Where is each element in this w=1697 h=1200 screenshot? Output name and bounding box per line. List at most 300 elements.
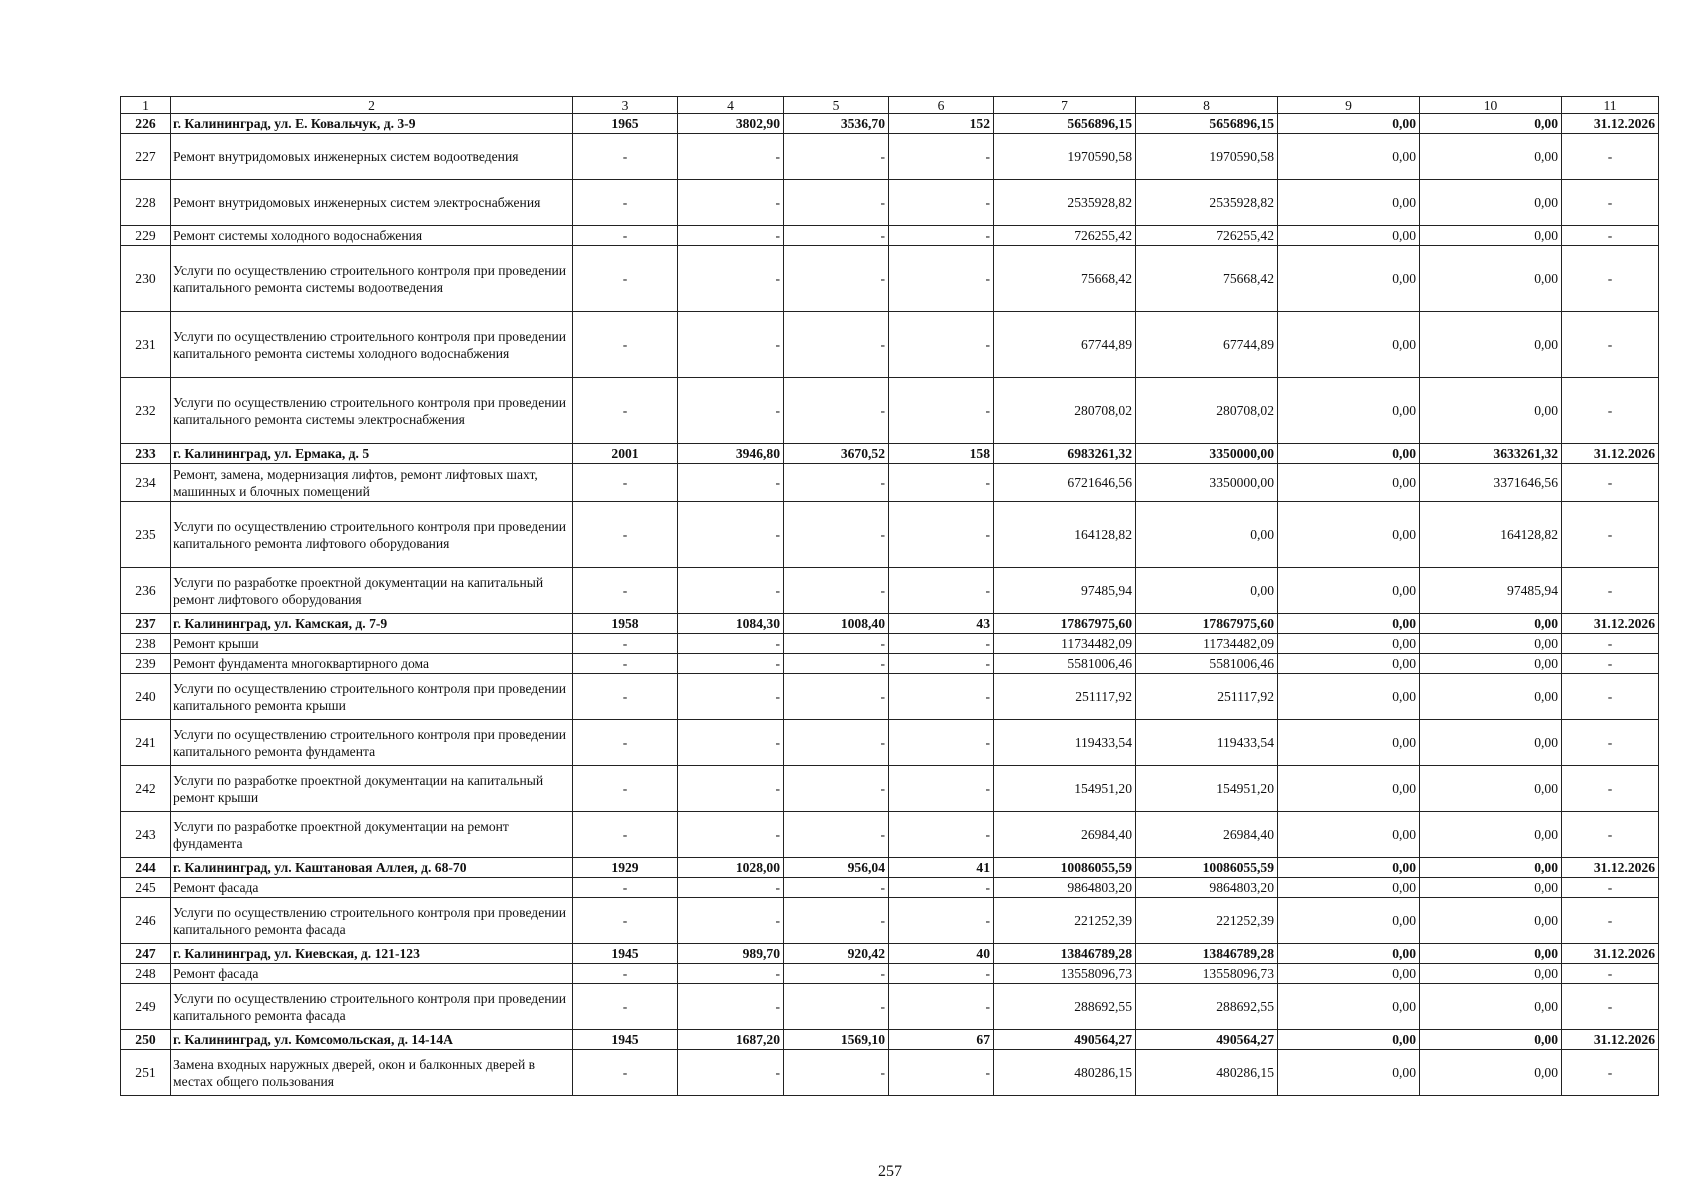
total-cost-cell: 13846789,28 <box>994 944 1136 964</box>
owners-cost-cell: 3371646,56 <box>1420 464 1562 502</box>
total-area-cell: - <box>678 898 784 944</box>
year-cell: - <box>573 502 678 568</box>
column-number-cell: 2 <box>171 97 573 114</box>
total-area-cell: - <box>678 1050 784 1096</box>
column-number-cell: 4 <box>678 97 784 114</box>
year-cell: 1965 <box>573 114 678 134</box>
row-number-cell: 243 <box>121 812 171 858</box>
work-name-cell: Услуги по осуществлению строительного контроля при проведении капитального ремонта крыши <box>171 674 573 720</box>
living-area-cell: 3670,52 <box>784 444 889 464</box>
work-name-cell: Замена входных наружных дверей, окон и балконных дверей в местах общего пользования <box>171 1050 573 1096</box>
row-number-cell: 240 <box>121 674 171 720</box>
completion-date-cell: - <box>1562 812 1659 858</box>
total-cost-cell: 17867975,60 <box>994 614 1136 634</box>
work-row <box>121 984 1659 1030</box>
budget-cost-cell: 0,00 <box>1278 634 1420 654</box>
row-number-cell: 228 <box>121 180 171 226</box>
total-area-cell: - <box>678 502 784 568</box>
owners-cost-cell: 0,00 <box>1420 858 1562 878</box>
owners-cost-cell: 0,00 <box>1420 180 1562 226</box>
fund-cost-cell: 3350000,00 <box>1136 464 1278 502</box>
fund-cost-cell: 13558096,73 <box>1136 964 1278 984</box>
fund-cost-cell: 119433,54 <box>1136 720 1278 766</box>
page-number: 257 <box>878 1163 902 1180</box>
work-row <box>121 654 1659 674</box>
column-number-cell: 6 <box>889 97 994 114</box>
work-name-cell: г. Калининград, ул. Комсомольская, д. 14-14А <box>171 1030 573 1050</box>
living-area-cell: 1569,10 <box>784 1030 889 1050</box>
work-row <box>121 674 1659 720</box>
total-area-cell: 1687,20 <box>678 1030 784 1050</box>
work-name-cell: Услуги по осуществлению строительного контроля при проведении капитального ремонта фасада <box>171 898 573 944</box>
owners-cost-cell: 0,00 <box>1420 766 1562 812</box>
building-row <box>121 444 1659 464</box>
residents-cell: 43 <box>889 614 994 634</box>
completion-date-cell: 31.12.2026 <box>1562 1030 1659 1050</box>
work-name-cell: Ремонт фасада <box>171 878 573 898</box>
row-number-cell: 226 <box>121 114 171 134</box>
total-cost-cell: 13558096,73 <box>994 964 1136 984</box>
year-cell: - <box>573 720 678 766</box>
year-cell: - <box>573 878 678 898</box>
total-cost-cell: 280708,02 <box>994 378 1136 444</box>
residents-cell: - <box>889 464 994 502</box>
budget-cost-cell: 0,00 <box>1278 246 1420 312</box>
fund-cost-cell: 1970590,58 <box>1136 134 1278 180</box>
living-area-cell: - <box>784 180 889 226</box>
budget-cost-cell: 0,00 <box>1278 134 1420 180</box>
year-cell: - <box>573 568 678 614</box>
budget-cost-cell: 0,00 <box>1278 614 1420 634</box>
column-number-cell: 1 <box>121 97 171 114</box>
row-number-cell: 248 <box>121 964 171 984</box>
residents-cell: - <box>889 180 994 226</box>
work-name-cell: г. Калининград, ул. Е. Ковальчук, д. 3-9 <box>171 114 573 134</box>
completion-date-cell: - <box>1562 964 1659 984</box>
total-area-cell: 3946,80 <box>678 444 784 464</box>
year-cell: - <box>573 634 678 654</box>
completion-date-cell: - <box>1562 378 1659 444</box>
row-number-cell: 234 <box>121 464 171 502</box>
work-row <box>121 766 1659 812</box>
completion-date-cell: - <box>1562 878 1659 898</box>
building-row <box>121 614 1659 634</box>
total-area-cell: - <box>678 568 784 614</box>
row-number-cell: 247 <box>121 944 171 964</box>
year-cell: - <box>573 226 678 246</box>
total-area-cell: - <box>678 654 784 674</box>
row-number-cell: 242 <box>121 766 171 812</box>
owners-cost-cell: 0,00 <box>1420 134 1562 180</box>
completion-date-cell: - <box>1562 180 1659 226</box>
residents-cell: - <box>889 1050 994 1096</box>
budget-cost-cell: 0,00 <box>1278 878 1420 898</box>
living-area-cell: - <box>784 812 889 858</box>
row-number-cell: 238 <box>121 634 171 654</box>
work-row <box>121 634 1659 654</box>
living-area-cell: - <box>784 878 889 898</box>
budget-cost-cell: 0,00 <box>1278 898 1420 944</box>
column-number-cell: 3 <box>573 97 678 114</box>
row-number-cell: 235 <box>121 502 171 568</box>
work-row <box>121 226 1659 246</box>
total-cost-cell: 164128,82 <box>994 502 1136 568</box>
completion-date-cell: - <box>1562 766 1659 812</box>
budget-cost-cell: 0,00 <box>1278 378 1420 444</box>
work-row <box>121 134 1659 180</box>
fund-cost-cell: 2535928,82 <box>1136 180 1278 226</box>
completion-date-cell: 31.12.2026 <box>1562 114 1659 134</box>
owners-cost-cell: 0,00 <box>1420 964 1562 984</box>
residents-cell: 41 <box>889 858 994 878</box>
year-cell: - <box>573 964 678 984</box>
owners-cost-cell: 0,00 <box>1420 984 1562 1030</box>
year-cell: - <box>573 984 678 1030</box>
total-cost-cell: 726255,42 <box>994 226 1136 246</box>
work-name-cell: Услуги по разработке проектной документации на капитальный ремонт крыши <box>171 766 573 812</box>
completion-date-cell: - <box>1562 568 1659 614</box>
living-area-cell: - <box>784 654 889 674</box>
completion-date-cell: - <box>1562 246 1659 312</box>
column-number-header <box>121 97 1659 114</box>
living-area-cell: 1008,40 <box>784 614 889 634</box>
total-cost-cell: 5581006,46 <box>994 654 1136 674</box>
total-cost-cell: 10086055,59 <box>994 858 1136 878</box>
owners-cost-cell: 0,00 <box>1420 944 1562 964</box>
budget-cost-cell: 0,00 <box>1278 444 1420 464</box>
work-name-cell: Услуги по осуществлению строительного контроля при проведении капитального ремонта фасада <box>171 984 573 1030</box>
living-area-cell: - <box>784 898 889 944</box>
total-area-cell: 1084,30 <box>678 614 784 634</box>
year-cell: - <box>573 654 678 674</box>
total-area-cell: - <box>678 766 784 812</box>
work-name-cell: Услуги по осуществлению строительного контроля при проведении капитального ремонта системы электроснабжения <box>171 378 573 444</box>
column-number-cell: 8 <box>1136 97 1278 114</box>
total-area-cell: - <box>678 964 784 984</box>
budget-cost-cell: 0,00 <box>1278 180 1420 226</box>
work-name-cell: г. Калининград, ул. Ермака, д. 5 <box>171 444 573 464</box>
budget-cost-cell: 0,00 <box>1278 858 1420 878</box>
fund-cost-cell: 67744,89 <box>1136 312 1278 378</box>
completion-date-cell: - <box>1562 502 1659 568</box>
residents-cell: - <box>889 226 994 246</box>
total-cost-cell: 119433,54 <box>994 720 1136 766</box>
completion-date-cell: - <box>1562 674 1659 720</box>
year-cell: - <box>573 464 678 502</box>
total-area-cell: - <box>678 134 784 180</box>
work-row <box>121 568 1659 614</box>
work-row <box>121 464 1659 502</box>
budget-cost-cell: 0,00 <box>1278 1030 1420 1050</box>
work-name-cell: Ремонт фасада <box>171 964 573 984</box>
total-cost-cell: 480286,15 <box>994 1050 1136 1096</box>
row-number-cell: 250 <box>121 1030 171 1050</box>
budget-cost-cell: 0,00 <box>1278 1050 1420 1096</box>
fund-cost-cell: 9864803,20 <box>1136 878 1278 898</box>
residents-cell: - <box>889 502 994 568</box>
fund-cost-cell: 251117,92 <box>1136 674 1278 720</box>
owners-cost-cell: 0,00 <box>1420 226 1562 246</box>
work-name-cell: Услуги по осуществлению строительного контроля при проведении капитального ремонта системы водоотведения <box>171 246 573 312</box>
work-name-cell: Услуги по разработке проектной документации на капитальный ремонт лифтового оборудования <box>171 568 573 614</box>
row-number-cell: 233 <box>121 444 171 464</box>
year-cell: 1945 <box>573 1030 678 1050</box>
residents-cell: 40 <box>889 944 994 964</box>
year-cell: - <box>573 1050 678 1096</box>
living-area-cell: - <box>784 246 889 312</box>
owners-cost-cell: 0,00 <box>1420 614 1562 634</box>
total-area-cell: - <box>678 720 784 766</box>
living-area-cell: - <box>784 312 889 378</box>
owners-cost-cell: 164128,82 <box>1420 502 1562 568</box>
living-area-cell: - <box>784 674 889 720</box>
completion-date-cell: - <box>1562 1050 1659 1096</box>
total-cost-cell: 67744,89 <box>994 312 1136 378</box>
column-number-cell: 7 <box>994 97 1136 114</box>
budget-cost-cell: 0,00 <box>1278 812 1420 858</box>
budget-cost-cell: 0,00 <box>1278 226 1420 246</box>
year-cell: - <box>573 898 678 944</box>
work-row <box>121 812 1659 858</box>
completion-date-cell: - <box>1562 312 1659 378</box>
fund-cost-cell: 26984,40 <box>1136 812 1278 858</box>
residents-cell: - <box>889 378 994 444</box>
total-area-cell: - <box>678 378 784 444</box>
work-name-cell: Ремонт, замена, модернизация лифтов, ремонт лифтовых шахт, машинных и блочных помещений <box>171 464 573 502</box>
completion-date-cell: - <box>1562 654 1659 674</box>
total-area-cell: - <box>678 464 784 502</box>
row-number-cell: 227 <box>121 134 171 180</box>
column-number-cell: 9 <box>1278 97 1420 114</box>
living-area-cell: - <box>784 1050 889 1096</box>
residents-cell: - <box>889 246 994 312</box>
owners-cost-cell: 0,00 <box>1420 674 1562 720</box>
owners-cost-cell: 0,00 <box>1420 634 1562 654</box>
total-cost-cell: 2535928,82 <box>994 180 1136 226</box>
living-area-cell: 920,42 <box>784 944 889 964</box>
budget-cost-cell: 0,00 <box>1278 568 1420 614</box>
fund-cost-cell: 280708,02 <box>1136 378 1278 444</box>
work-row <box>121 180 1659 226</box>
fund-cost-cell: 3350000,00 <box>1136 444 1278 464</box>
work-name-cell: Услуги по осуществлению строительного контроля при проведении капитального ремонта системы холодного водоснабжения <box>171 312 573 378</box>
year-cell: - <box>573 246 678 312</box>
living-area-cell: - <box>784 634 889 654</box>
total-cost-cell: 154951,20 <box>994 766 1136 812</box>
budget-cost-cell: 0,00 <box>1278 502 1420 568</box>
work-row <box>121 312 1659 378</box>
work-name-cell: Услуги по разработке проектной документации на ремонт фундамента <box>171 812 573 858</box>
total-cost-cell: 251117,92 <box>994 674 1136 720</box>
owners-cost-cell: 0,00 <box>1420 654 1562 674</box>
budget-cost-cell: 0,00 <box>1278 766 1420 812</box>
completion-date-cell: 31.12.2026 <box>1562 444 1659 464</box>
completion-date-cell: - <box>1562 898 1659 944</box>
owners-cost-cell: 97485,94 <box>1420 568 1562 614</box>
work-row <box>121 720 1659 766</box>
row-number-cell: 241 <box>121 720 171 766</box>
work-row <box>121 964 1659 984</box>
row-number-cell: 244 <box>121 858 171 878</box>
fund-cost-cell: 11734482,09 <box>1136 634 1278 654</box>
residents-cell: - <box>889 568 994 614</box>
living-area-cell: - <box>784 502 889 568</box>
total-cost-cell: 26984,40 <box>994 812 1136 858</box>
total-cost-cell: 490564,27 <box>994 1030 1136 1050</box>
fund-cost-cell: 490564,27 <box>1136 1030 1278 1050</box>
owners-cost-cell: 3633261,32 <box>1420 444 1562 464</box>
total-cost-cell: 9864803,20 <box>994 878 1136 898</box>
living-area-cell: - <box>784 766 889 812</box>
living-area-cell: - <box>784 720 889 766</box>
budget-cost-cell: 0,00 <box>1278 964 1420 984</box>
owners-cost-cell: 0,00 <box>1420 378 1562 444</box>
year-cell: - <box>573 180 678 226</box>
column-number-cell: 11 <box>1562 97 1659 114</box>
row-number-cell: 230 <box>121 246 171 312</box>
total-area-cell: - <box>678 634 784 654</box>
completion-date-cell: - <box>1562 984 1659 1030</box>
total-area-cell: - <box>678 984 784 1030</box>
completion-date-cell: - <box>1562 720 1659 766</box>
building-row <box>121 944 1659 964</box>
budget-cost-cell: 0,00 <box>1278 654 1420 674</box>
year-cell: 2001 <box>573 444 678 464</box>
column-number-cell: 5 <box>784 97 889 114</box>
row-number-cell: 246 <box>121 898 171 944</box>
residents-cell: - <box>889 312 994 378</box>
year-cell: - <box>573 134 678 180</box>
row-number-cell: 232 <box>121 378 171 444</box>
total-cost-cell: 1970590,58 <box>994 134 1136 180</box>
fund-cost-cell: 726255,42 <box>1136 226 1278 246</box>
living-area-cell: 956,04 <box>784 858 889 878</box>
total-area-cell: - <box>678 812 784 858</box>
row-number-cell: 229 <box>121 226 171 246</box>
building-row <box>121 114 1659 134</box>
residents-cell: - <box>889 634 994 654</box>
year-cell: 1945 <box>573 944 678 964</box>
year-cell: - <box>573 312 678 378</box>
work-row <box>121 246 1659 312</box>
year-cell: - <box>573 674 678 720</box>
residents-cell: - <box>889 812 994 858</box>
residents-cell: - <box>889 964 994 984</box>
budget-cost-cell: 0,00 <box>1278 674 1420 720</box>
row-number-cell: 236 <box>121 568 171 614</box>
total-area-cell: 3802,90 <box>678 114 784 134</box>
total-area-cell: - <box>678 878 784 898</box>
work-name-cell: Услуги по осуществлению строительного контроля при проведении капитального ремонта лифтового оборудования <box>171 502 573 568</box>
completion-date-cell: 31.12.2026 <box>1562 944 1659 964</box>
completion-date-cell: - <box>1562 634 1659 654</box>
work-name-cell: Ремонт крыши <box>171 634 573 654</box>
residents-cell: - <box>889 674 994 720</box>
living-area-cell: - <box>784 226 889 246</box>
total-area-cell: 989,70 <box>678 944 784 964</box>
residents-cell: 152 <box>889 114 994 134</box>
budget-cost-cell: 0,00 <box>1278 312 1420 378</box>
completion-date-cell: - <box>1562 464 1659 502</box>
budget-cost-cell: 0,00 <box>1278 464 1420 502</box>
owners-cost-cell: 0,00 <box>1420 1030 1562 1050</box>
year-cell: 1958 <box>573 614 678 634</box>
living-area-cell: - <box>784 568 889 614</box>
year-cell: - <box>573 378 678 444</box>
column-number-cell: 10 <box>1420 97 1562 114</box>
completion-date-cell: - <box>1562 134 1659 180</box>
total-area-cell: - <box>678 674 784 720</box>
owners-cost-cell: 0,00 <box>1420 246 1562 312</box>
total-area-cell: - <box>678 226 784 246</box>
residents-cell: 67 <box>889 1030 994 1050</box>
work-name-cell: г. Калининград, ул. Каштановая Аллея, д. 68-70 <box>171 858 573 878</box>
capital-repair-table <box>120 96 1659 1096</box>
total-area-cell: - <box>678 180 784 226</box>
owners-cost-cell: 0,00 <box>1420 878 1562 898</box>
total-cost-cell: 6983261,32 <box>994 444 1136 464</box>
work-row <box>121 502 1659 568</box>
owners-cost-cell: 0,00 <box>1420 898 1562 944</box>
fund-cost-cell: 13846789,28 <box>1136 944 1278 964</box>
living-area-cell: - <box>784 964 889 984</box>
work-name-cell: Ремонт системы холодного водоснабжения <box>171 226 573 246</box>
residents-cell: - <box>889 134 994 180</box>
fund-cost-cell: 75668,42 <box>1136 246 1278 312</box>
fund-cost-cell: 154951,20 <box>1136 766 1278 812</box>
building-row <box>121 1030 1659 1050</box>
row-number-cell: 251 <box>121 1050 171 1096</box>
living-area-cell: - <box>784 464 889 502</box>
budget-cost-cell: 0,00 <box>1278 984 1420 1030</box>
living-area-cell: - <box>784 984 889 1030</box>
total-cost-cell: 75668,42 <box>994 246 1136 312</box>
row-number-cell: 249 <box>121 984 171 1030</box>
year-cell: - <box>573 766 678 812</box>
total-area-cell: 1028,00 <box>678 858 784 878</box>
fund-cost-cell: 221252,39 <box>1136 898 1278 944</box>
work-name-cell: г. Калининград, ул. Камская, д. 7-9 <box>171 614 573 634</box>
fund-cost-cell: 5656896,15 <box>1136 114 1278 134</box>
fund-cost-cell: 17867975,60 <box>1136 614 1278 634</box>
fund-cost-cell: 480286,15 <box>1136 1050 1278 1096</box>
residents-cell: - <box>889 720 994 766</box>
row-number-cell: 239 <box>121 654 171 674</box>
budget-cost-cell: 0,00 <box>1278 944 1420 964</box>
owners-cost-cell: 0,00 <box>1420 720 1562 766</box>
residents-cell: - <box>889 984 994 1030</box>
total-area-cell: - <box>678 246 784 312</box>
residents-cell: - <box>889 898 994 944</box>
work-row <box>121 378 1659 444</box>
work-row <box>121 1050 1659 1096</box>
total-cost-cell: 221252,39 <box>994 898 1136 944</box>
fund-cost-cell: 288692,55 <box>1136 984 1278 1030</box>
residents-cell: - <box>889 878 994 898</box>
total-cost-cell: 11734482,09 <box>994 634 1136 654</box>
total-cost-cell: 6721646,56 <box>994 464 1136 502</box>
living-area-cell: 3536,70 <box>784 114 889 134</box>
work-name-cell: Ремонт внутридомовых инженерных систем электроснабжения <box>171 180 573 226</box>
completion-date-cell: 31.12.2026 <box>1562 858 1659 878</box>
year-cell: 1929 <box>573 858 678 878</box>
work-row <box>121 878 1659 898</box>
work-name-cell: Ремонт внутридомовых инженерных систем водоотведения <box>171 134 573 180</box>
completion-date-cell: 31.12.2026 <box>1562 614 1659 634</box>
work-name-cell: г. Калининград, ул. Киевская, д. 121-123 <box>171 944 573 964</box>
fund-cost-cell: 0,00 <box>1136 568 1278 614</box>
work-row <box>121 898 1659 944</box>
